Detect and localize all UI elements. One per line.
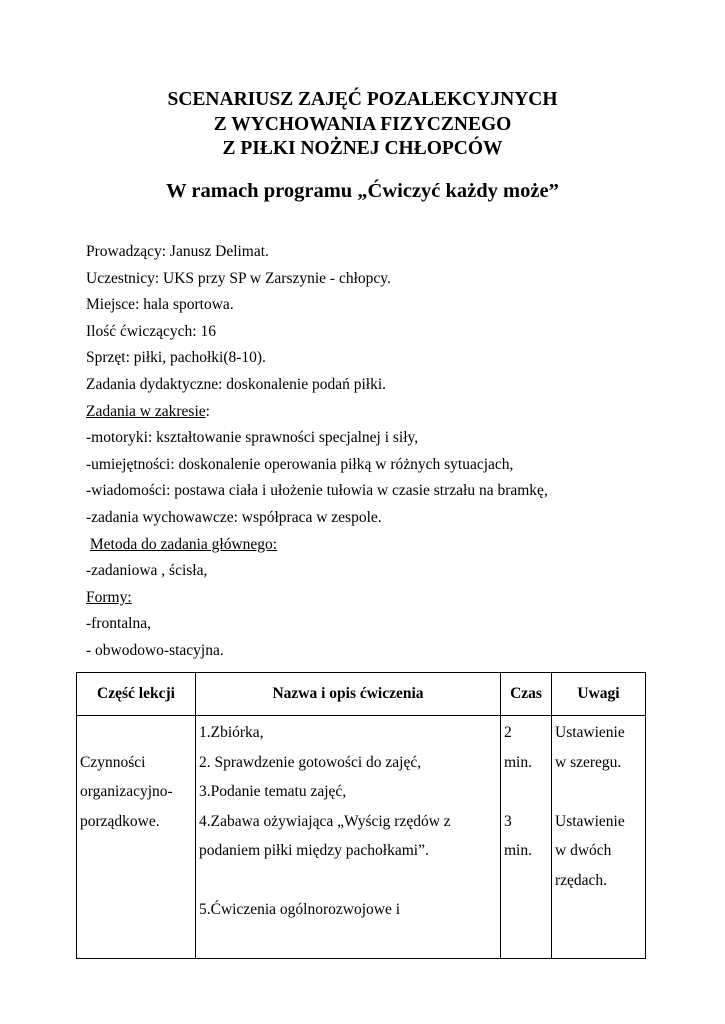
zadania-w-zakresie-label: Zadania w zakresie <box>86 402 206 420</box>
info-uczestnicy: Uczestnicy: UKS przy SP w Zarszynie - chłopcy. <box>86 269 391 287</box>
czas-line: 2 <box>504 724 512 741</box>
exercise-line: 1.Zbiórka, <box>199 724 264 741</box>
czesc-line: Czynności <box>80 753 146 771</box>
uwagi-line: Ustawienie <box>555 812 625 830</box>
lesson-info <box>86 239 548 665</box>
table-header-row <box>77 673 646 716</box>
czas-line: 3 <box>504 812 512 830</box>
table-row <box>77 716 646 959</box>
info-zadania-w-zakresie <box>86 399 548 426</box>
uwagi-line: w dwóch <box>555 842 612 859</box>
info-metoda-label <box>86 532 548 559</box>
czesc-line: organizacyjno- <box>80 783 173 800</box>
info-metoda-value: -zadaniowa , ścisła, <box>86 562 208 580</box>
info-wiadomosci: -wiadomości: postawa ciała i ułożenie tułowia w czasie strzału na bramkę, <box>86 482 548 500</box>
info-ilosc: Ilość ćwiczących: 16 <box>86 322 216 340</box>
uwagi-line: w szeregu. <box>555 753 622 771</box>
exercise-line: 5.Ćwiczenia ogólnorozwojowe i <box>199 901 401 918</box>
czas-line: min. <box>504 753 532 771</box>
header-czas: Czas <box>501 673 552 716</box>
header-czesc-lekcji: Część lekcji <box>77 673 196 716</box>
czesc-line: porządkowe. <box>80 812 160 830</box>
info-motoryki: -motoryki: kształtowanie sprawności specjalnej i siły, <box>86 429 419 447</box>
uwagi-line: Ustawienie <box>555 724 625 741</box>
exercise-line: 4.Zabawa ożywiająca „Wyścig rzędów z <box>199 812 451 830</box>
cell-uwagi <box>552 716 646 959</box>
exercise-line: 2. Sprawdzenie gotowości do zajęć, <box>199 753 422 771</box>
info-forma-1: -frontalna, <box>86 615 151 633</box>
cell-czesc-lekcji <box>77 716 196 959</box>
formy-label: Formy: <box>86 588 132 606</box>
header-uwagi: Uwagi <box>552 673 646 716</box>
info-wychowawcze: -zadania wychowawcze: współpraca w zespole. <box>86 508 382 526</box>
czas-line: min. <box>504 842 532 859</box>
cell-czas <box>501 716 552 959</box>
cell-nazwa-i-opis <box>196 716 501 959</box>
document-title-line-2: Z WYCHOWANIA FIZYCZNEGO <box>213 114 512 135</box>
exercise-line: 3.Podanie tematu zajęć, <box>199 783 347 800</box>
lesson-table <box>76 672 646 959</box>
info-formy-label <box>86 585 548 612</box>
info-prowadzacy: Prowadzący: Janusz Delimat. <box>86 243 269 260</box>
info-sprzet: Sprzęt: piłki, pachołki(8-10). <box>86 349 266 367</box>
zadania-w-zakresie-colon: : <box>205 402 210 420</box>
document-title-line-3: Z PIŁKI NOŻNEJ CHŁOPCÓW <box>222 138 503 159</box>
metoda-label: Metoda do zadania głównego: <box>89 535 278 553</box>
document-subtitle: W ramach programu „Ćwiczyć każdy może” <box>166 180 559 202</box>
info-forma-2: - obwodowo-stacyjna. <box>86 641 224 659</box>
info-umiejetnosci: -umiejętności: doskonalenie operowania piłką w różnych sytuacjach, <box>86 455 514 473</box>
header-nazwa-i-opis: Nazwa i opis ćwiczenia <box>196 673 501 716</box>
document-title-line-1: SCENARIUSZ ZAJĘĆ POZALEKCYJNYCH <box>167 89 558 110</box>
info-zadania-dydaktyczne: Zadania dydaktyczne: doskonalenie podań piłki. <box>86 375 387 393</box>
info-miejsce: Miejsce: hala sportowa. <box>86 296 234 314</box>
exercise-line: podaniem piłki między pachołkami”. <box>199 842 429 859</box>
uwagi-line: rzędach. <box>555 871 608 889</box>
